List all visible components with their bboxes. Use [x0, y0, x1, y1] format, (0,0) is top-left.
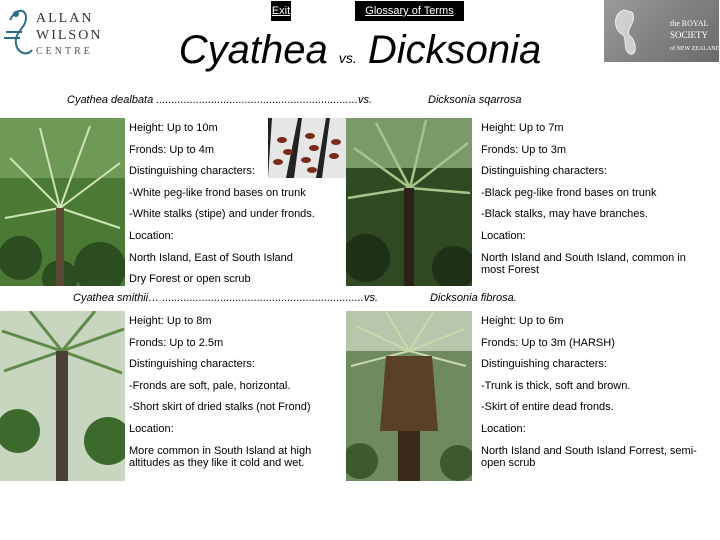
dicksonia-fibrosa-photo	[346, 311, 472, 481]
svg-text:the ROYAL: the ROYAL	[670, 19, 709, 28]
dealbata-location-heading: Location:	[129, 230, 174, 242]
frond-bases-photo	[268, 118, 346, 178]
species-dicksonia-squarrosa: Dicksonia sqarrosa	[428, 94, 522, 106]
smithii-height: Height: Up to 8m	[129, 315, 212, 327]
fibrosa-location: North Island and South Island Forrest, semi-open scrub	[481, 445, 697, 469]
smithii-location: More common in South Island at high altitudes as they like it cold and wet.	[129, 445, 312, 469]
fibrosa-characters-heading: Distinguishing characters:	[481, 358, 607, 370]
cyathea-smithii-photo	[0, 311, 125, 481]
squarrosa-characters-heading: Distinguishing characters:	[481, 165, 607, 177]
title-dicksonia: Dicksonia	[367, 28, 542, 72]
cyathea-dealbata-photo	[0, 118, 125, 286]
species-cyathea-smithii: Cyathea smithii… ..................................................................vs.	[73, 292, 379, 304]
dealbata-character-1: -White peg-like frond bases on trunk	[129, 187, 306, 199]
smithii-characters-heading: Distinguishing characters:	[129, 358, 255, 370]
fibrosa-character-2: -Skirt of entire dead fronds.	[481, 401, 614, 413]
page-title	[0, 28, 720, 73]
dealbata-location: North Island, East of South Island	[129, 252, 293, 264]
glossary-button[interactable]: Glossary of Terms	[355, 1, 464, 21]
title-cyathea: Cyathea	[178, 28, 328, 72]
species-dicksonia-fibrosa: Dicksonia fibrosa.	[430, 292, 517, 304]
dealbata-characters-heading: Distinguishing characters:	[129, 165, 255, 177]
logo-text-wilson: WILSON	[36, 28, 103, 43]
squarrosa-character-2: -Black stalks, may have branches.	[481, 208, 648, 220]
smithii-character-1: -Fronds are soft, pale, horizontal.	[129, 380, 291, 392]
fibrosa-fronds: Fronds: Up to 3m (HARSH)	[481, 337, 615, 349]
fibrosa-height: Height: Up to 6m	[481, 315, 564, 327]
squarrosa-character-1: -Black peg-like frond bases on trunk	[481, 187, 657, 199]
squarrosa-location-heading: Location:	[481, 230, 526, 242]
smithii-fronds: Fronds: Up to 2.5m	[129, 337, 224, 349]
dealbata-height: Height: Up to 10m	[129, 122, 218, 134]
squarrosa-location: North Island and South Island, common in most Forest	[481, 252, 686, 276]
squarrosa-height: Height: Up to 7m	[481, 122, 564, 134]
svg-text:of NEW ZEALAND: of NEW ZEALAND	[670, 46, 719, 52]
svg-text:SOCIETY: SOCIETY	[670, 30, 708, 40]
fibrosa-character-1: -Trunk is thick, soft and brown.	[481, 380, 631, 392]
dicksonia-squarrosa-photo	[346, 118, 472, 286]
title-vs: vs.	[338, 50, 357, 66]
logo-text-centre: CENTRE	[36, 46, 93, 57]
dealbata-character-2: -White stalks (stipe) and under fronds.	[129, 208, 315, 220]
species-cyathea-dealbata: Cyathea dealbata ..................................................................vs.	[67, 94, 373, 106]
smithii-location-heading: Location:	[129, 423, 174, 435]
exit-button[interactable]: Exit	[271, 1, 291, 21]
squarrosa-fronds: Fronds: Up to 3m	[481, 144, 566, 156]
logo-text-allan: ALLAN	[36, 11, 94, 26]
dealbata-fronds: Fronds: Up to 4m	[129, 144, 214, 156]
fibrosa-location-heading: Location:	[481, 423, 526, 435]
smithii-character-2: -Short skirt of dried stalks (not Frond)	[129, 401, 311, 413]
dealbata-habitat: Dry Forest or open scrub	[129, 273, 251, 285]
